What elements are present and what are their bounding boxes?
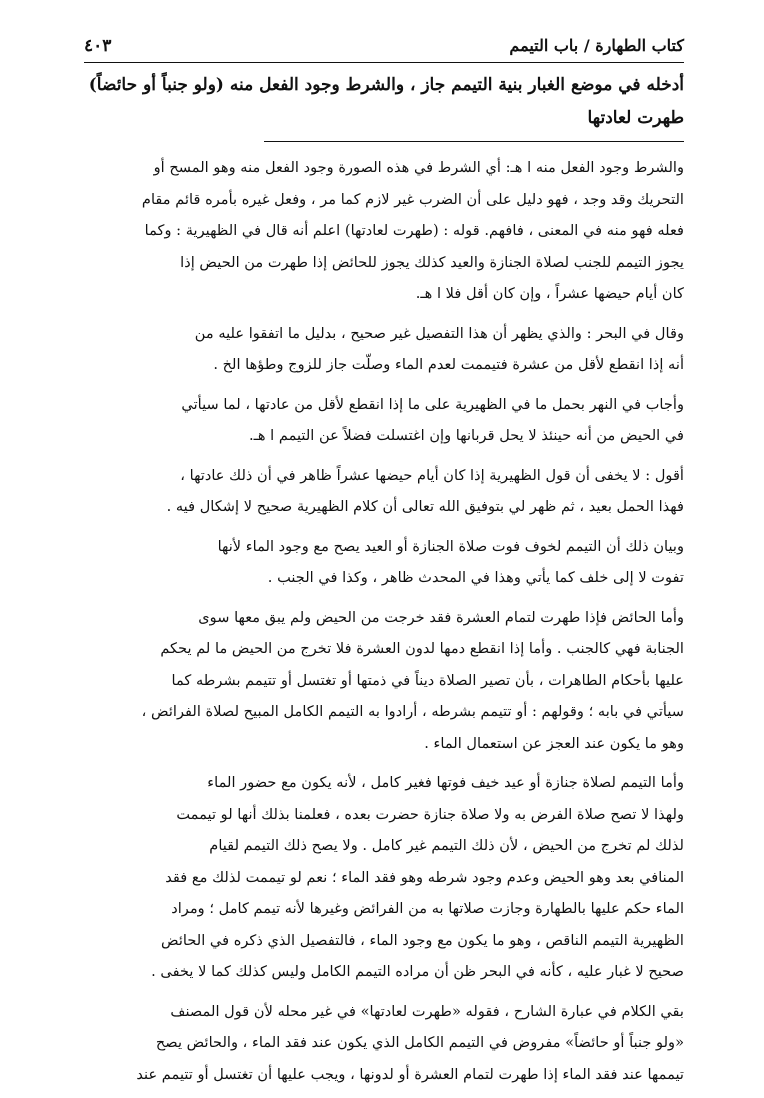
commentary-paragraph xyxy=(84,152,684,310)
commentary-line: والشرط وجود الفعل منه ا هـ: أي الشرط في هذه الصورة وجود الفعل منه وهو المسح أو xyxy=(153,159,684,176)
commentary-line: لذلك لم تخرج من الحيض ، لأن ذلك التيمم غير كامل . ولا يصح ذلك التيمم لقيام xyxy=(209,837,684,854)
commentary-line: الماء حكم عليها بالطهارة وجازت صلاتها به من الفرائض وغيرها لأنه تيمم كامل ؛ ومراد xyxy=(171,900,684,917)
commentary-line: أنه إذا انقطع لأقل من عشرة فتيممت لعدم الماء وصلّت جاز للزوج وطؤها الخ . xyxy=(213,356,684,373)
commentary-line: وأجاب في النهر بحمل ما في الظهيرية على ما إذا انقطع لأقل من عادتها ، لما سيأتي xyxy=(181,395,684,413)
commentary-line: سيأتي في بابه ؛ وقولهم : أو تتيمم بشرطه ، أرادوا به التيمم الكامل المبيح لصلاة الفرائض ، xyxy=(141,703,684,720)
commentary-paragraph xyxy=(84,602,684,760)
main-text xyxy=(84,69,684,135)
commentary-line: وأما التيمم لصلاة جنازة أو عيد خيف فوتها فغير كامل ، لأنه يكون مع حضور الماء xyxy=(207,774,684,791)
commentary-line: وأما الحائض فإذا طهرت لتمام العشرة فقد خرجت من الحيض ولم يبق معها سوى xyxy=(198,608,684,626)
commentary-paragraph xyxy=(84,389,684,452)
commentary-line: تيممها عند فقد الماء إذا طهرت لتمام العشرة أو لدونها ، ويجب عليها أن تغتسل أو تتيمم عند xyxy=(136,1065,684,1083)
commentary-line: كان أيام حيضها عشراً ، وإن كان أقل فلا ا هـ. xyxy=(415,285,684,302)
commentary-line: المنافي بعد وهو الحيض وعدم وجود شرطه وهو فقد الماء ؛ نعم لو تيممت لذلك مع فقد xyxy=(165,868,684,886)
commentary-paragraph xyxy=(84,996,684,1091)
commentary-line: في الحيض من أنه حينئذ لا يحل قربانها وإن اغتسلت فضلاً عن التيمم ا هـ. xyxy=(248,427,684,444)
header-title: كتاب الطهارة / باب التيمم xyxy=(509,36,684,55)
commentary-line: بقي الكلام في عبارة الشارح ، فقوله «طهرت لعادتها» في غير محله لأن قول المصنف xyxy=(170,1002,684,1020)
commentary-line: فعله فهو منه في المعنى ، فافهم. قوله : (طهرت لعادتها) اعلم أنه قال في الظهيرية : وكما xyxy=(144,222,684,239)
commentary-line: الظهيرية التيمم الناقص ، وهو ما يكون مع وجود الماء ، فالتفصيل الذي ذكره في الحائض xyxy=(160,931,684,949)
commentary-paragraph xyxy=(84,767,684,988)
commentary-line: يجوز التيمم للجنب لصلاة الجنازة والعيد كذلك يجوز للحائض إذا طهرت من الحيض إذا xyxy=(180,253,684,271)
commentary xyxy=(84,152,684,1090)
book-page xyxy=(84,36,684,1098)
commentary-line: أقول : لا يخفى أن قول الظهيرية إذا كان أيام حيضها عشراً ظاهر في أن ذلك عادتها ، xyxy=(180,466,684,484)
commentary-line: عليها بأحكام الطاهرات ، بأن تصير الصلاة ديناً في ذمتها أو تغتسل أو تتيمم بشرطه كما xyxy=(171,671,684,689)
commentary-line: وهو ما يكون عند العجز عن استعمال الماء . xyxy=(424,734,684,752)
commentary-line: الجنابة فهي كالجنب . وأما إذا انقطع دمها لدون العشرة فلا تخرج من الحيض ما لم يحكم xyxy=(160,640,684,657)
running-header xyxy=(84,36,684,63)
commentary-paragraph xyxy=(84,460,684,523)
main-text-line: أدخله في موضع الغبار بنية التيمم جاز ، والشرط وجود الفعل منه (ولو جنباً أو حائضاً) xyxy=(88,75,684,95)
commentary-paragraph xyxy=(84,318,684,381)
commentary-line: صحيح لا غبار عليه ، كأنه في البحر ظن أن مراده التيمم الكامل وليس كذلك كما لا يخفى . xyxy=(151,963,684,980)
commentary-line: التحريك وقد وجد ، فهو دليل على أن الضرب غير لازم كما مر ، وفعل غيره بأمره قائم مقام xyxy=(141,190,684,208)
commentary-line: فهذا الحمل بعيد ، ثم ظهر لي بتوفيق الله تعالى أن كلام الظهيرية صحيح لا إشكال فيه . xyxy=(166,498,684,515)
commentary-line: وبيان ذلك أن التيمم لخوف فوت صلاة الجنازة أو العيد يصح مع وجود الماء لأنها xyxy=(217,537,684,555)
page-number: ٤٠٣ xyxy=(84,36,112,56)
separator-rule xyxy=(264,141,684,142)
main-text-line: طهرت لعادتها xyxy=(587,108,684,128)
commentary-line: وقال في البحر : والذي يظهر أن هذا التفصيل غير صحيح ، بدليل ما اتفقوا عليه من xyxy=(194,324,684,342)
commentary-line: تفوت لا إلى خلف كما يأتي وهذا في المحدث ظاهر ، وكذا في الجنب . xyxy=(267,569,684,586)
commentary-line: ولهذا لا تصح صلاة الفرض به ولا صلاة جنازة حضرت بعده ، فعلمنا بذلك أنها لو تيممت xyxy=(176,805,684,823)
commentary-line: «ولو جنباً أو حائضاً» مفروض في التيمم الكامل الذي يكون عند فقد الماء ، والحائض يصح xyxy=(155,1034,684,1051)
commentary-paragraph xyxy=(84,531,684,594)
